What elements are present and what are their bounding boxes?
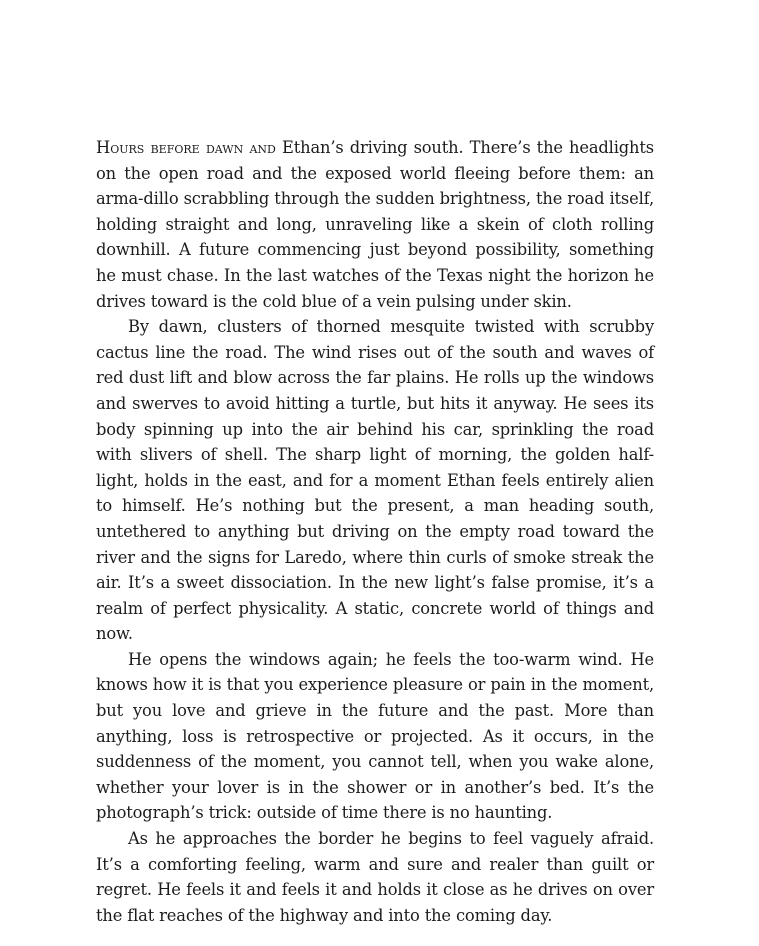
opening-small-caps: Hours before dawn and <box>96 138 276 157</box>
paragraph-3: He opens the windows again; he feels the too-warm wind. He knows how it is that you experience pleasure or pain in the moment, but you love and grieve in the future and the past. More than anything, loss is retrospective or projected. As it occurs, in the suddenness of the moment, you cannot tell, when you wake alone, whether your lover is in the shower or in another’s bed. It’s the photograph’s trick: outside of time there is no haunting. <box>96 649 654 823</box>
paragraph-1 <box>96 135 654 314</box>
paragraph-2: By dawn, clusters of thorned mesquite twisted with scrubby cactus line the road. The wind rises out of the south and waves of red dust lift and blow across the far plains. He rolls up the windows and swerves to avoid hitting a turtle, but hits it anyway. He sees its body spinning up into the air behind his car, sprinkling the road with slivers of shell. The sharp light of morning, the golden half-light, holds in the east, and for a moment Ethan feels entirely alien to himself. He’s nothing but the present, a man heading south, untethered to anything but driving on the empty road toward the river and the signs for Laredo, where thin curls of smoke streak the air. It’s a sweet dissociation. In the new light’s false promise, it’s a realm of perfect physicality. A static, concrete world of things and now. <box>96 317 654 644</box>
paragraph-1-text: Ethan’s driving south. There’s the headlights on the open road and the exposed world fleeing before them: an arma-dillo scrabbling through the sudden brightness, the road itself, holding straight and long, unraveling like a skein of cloth rolling downhill. A future commencing just beyond possibility, something he must chase. In the last watches of the Texas night the horizon he drives toward is the cold blue of a vein pulsing under skin. <box>96 138 654 311</box>
body-text <box>96 135 654 928</box>
paragraph-4: As he approaches the border he begins to feel vaguely afraid. It’s a comforting feeling, warm and sure and realer than guilt or regret. He feels it and feels it and holds it close as he drives on over the flat reaches of the highway and into the coming day. <box>96 829 654 925</box>
